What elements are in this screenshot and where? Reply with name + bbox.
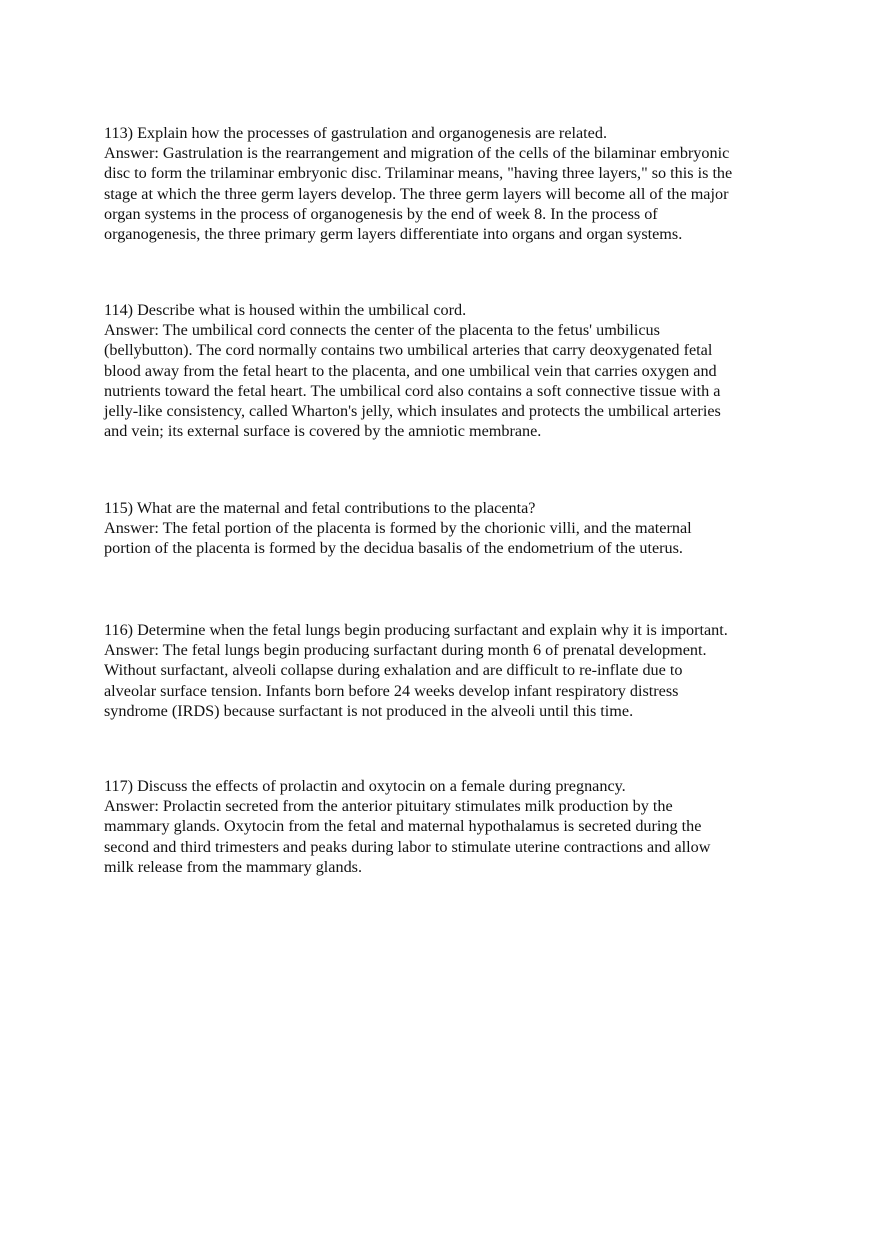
question-116-answer-line: Without surfactant, alveoli collapse during exhalation and are difficult to re-inflate due to bbox=[104, 661, 683, 680]
question-115-answer-line: Answer: The fetal portion of the placenta is formed by the chorionic villi, and the maternal bbox=[104, 519, 692, 538]
question-114-block bbox=[104, 300, 784, 441]
question-117-answer-line: mammary glands. Oxytocin from the fetal and maternal hypothalamus is secreted during the bbox=[104, 817, 702, 836]
question-117-answer-line: Answer: Prolactin secreted from the anterior pituitary stimulates milk production by the bbox=[104, 797, 673, 816]
question-116-answer-line: syndrome (IRDS) because surfactant is not produced in the alveoli until this time. bbox=[104, 701, 634, 720]
question-113-answer-line: disc to form the trilaminar embryonic disc. Trilaminar means, "having three layers," so this is the bbox=[104, 164, 733, 183]
question-117-prompt: 117) Discuss the effects of prolactin and oxytocin on a female during pregnancy. bbox=[104, 777, 626, 795]
question-113-answer-line: stage at which the three germ layers develop. The three germ layers will become all of the major bbox=[104, 184, 729, 203]
question-113-answer-line: organogenesis, the three primary germ layers differentiate into organs and organ systems. bbox=[104, 225, 683, 244]
question-114-answer-line: blood away from the fetal heart to the placenta, and one umbilical vein that carries oxygen and bbox=[104, 361, 717, 380]
question-115-prompt: 115) What are the maternal and fetal contributions to the placenta? bbox=[104, 499, 536, 517]
question-113-answer-line: organ systems in the process of organogenesis by the end of week 8. In the process of bbox=[104, 204, 658, 223]
question-114-answer-line: and vein; its external surface is covered by the amniotic membrane. bbox=[104, 422, 542, 441]
question-117-answer-line: milk release from the mammary glands. bbox=[104, 857, 363, 876]
question-113-block bbox=[104, 123, 784, 244]
question-114-answer-line: nutrients toward the fetal heart. The umbilical cord also contains a soft connective tissue with a bbox=[104, 381, 721, 400]
question-117-answer-line: second and third trimesters and peaks during labor to stimulate uterine contractions and allow bbox=[104, 837, 711, 856]
question-116-block bbox=[104, 620, 784, 721]
question-114-answer-line: (bellybutton). The cord normally contains two umbilical arteries that carry deoxygenated fetal bbox=[104, 341, 713, 360]
question-115-block bbox=[104, 498, 784, 559]
question-114-answer-line: Answer: The umbilical cord connects the center of the placenta to the fetus' umbilicus bbox=[104, 321, 660, 340]
question-114-prompt: 114) Describe what is housed within the umbilical cord. bbox=[104, 301, 467, 319]
question-114-answer-line: jelly-like consistency, called Wharton's jelly, which insulates and protects the umbilical arteries bbox=[104, 402, 721, 421]
question-116-answer-line: Answer: The fetal lungs begin producing surfactant during month 6 of prenatal development. bbox=[104, 641, 707, 660]
question-116-prompt: 116) Determine when the fetal lungs begin producing surfactant and explain why it is important. bbox=[104, 621, 728, 639]
question-113-prompt: 113) Explain how the processes of gastrulation and organogenesis are related. bbox=[104, 124, 608, 142]
question-115-answer-line: portion of the placenta is formed by the decidua basalis of the endometrium of the uterus. bbox=[104, 539, 683, 558]
question-116-answer-line: alveolar surface tension. Infants born before 24 weeks develop infant respiratory distress bbox=[104, 681, 679, 700]
question-113-answer-line: Answer: Gastrulation is the rearrangement and migration of the cells of the bilaminar embryonic bbox=[104, 144, 730, 163]
question-117-block bbox=[104, 776, 784, 877]
